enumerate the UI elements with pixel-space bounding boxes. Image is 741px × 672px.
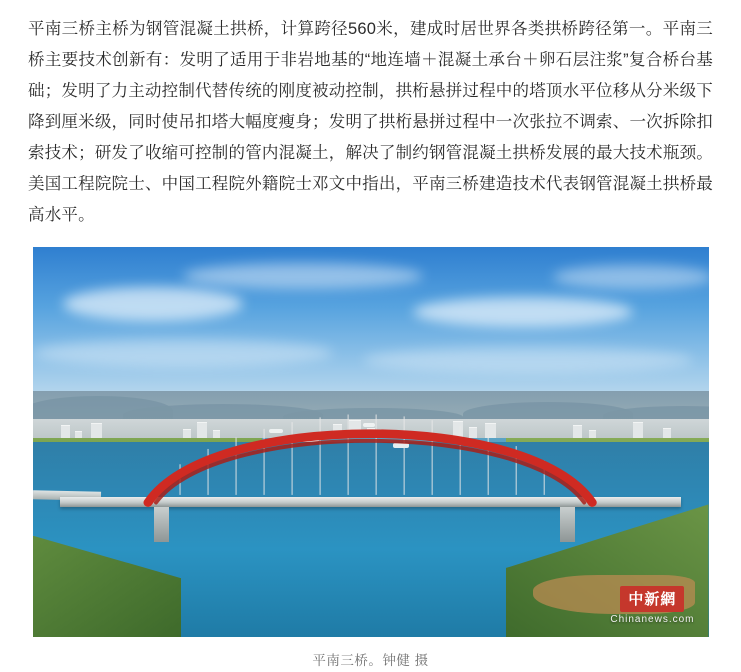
bridge-pier [560,507,575,542]
cloud [33,339,333,367]
figure-caption: 平南三桥。钟健 摄 [312,653,429,668]
bridge-photo [33,247,709,637]
cloud [413,297,633,327]
cloud [183,263,423,289]
cloud [553,265,709,289]
watermark-subtitle: Chinanews.com [610,614,695,625]
article-figure [33,247,709,669]
cloud [363,347,693,373]
cloud [63,287,243,321]
arch-svg [120,403,620,508]
bridge-pier [154,507,169,542]
article-paragraph: 平南三桥主桥为钢管混凝土拱桥，计算跨径560米，建成时居世界各类拱桥跨径第一。平南三桥主要技术创新有：发明了适用于非岩地基的“地连墙＋混凝土承台＋卵石层注浆”复合桥台基础；发明了力主动控制代替传统的刚度被动控制，拱桁悬拼过程中的塔顶水平位移从分米级下降到厘米级，同时使吊扣塔大幅度瘦身；发明了拱桁悬拼过程中一次张拉不调索、一次拆除扣索技术；研发了收缩可控制的管内混凝土，解决了制约钢管混凝土拱桥发展的最大技术瓶颈。美国工程院院士、中国工程院外籍院士邓文中指出，平南三桥建造技术代表钢管混凝土拱桥最高水平。 [28,20,713,224]
watermark-badge: 中新網 [620,586,684,612]
watermark [610,586,694,625]
steel-arch [120,403,620,508]
